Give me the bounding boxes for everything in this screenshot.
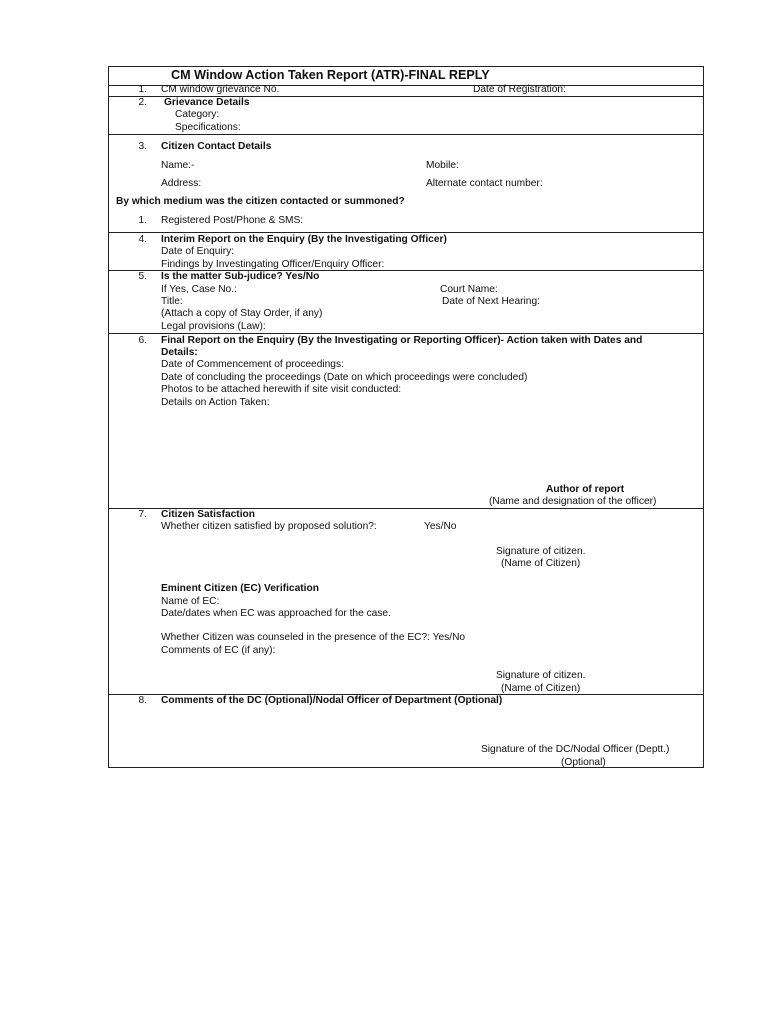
- divider: [109, 232, 703, 233]
- action-details-label: Details on Action Taken:: [161, 397, 270, 408]
- citizen-signature-label-2: Signature of citizen.: [496, 670, 586, 681]
- section-5-number: 5.: [138, 271, 147, 282]
- citizen-name-signature-sub: (Name of Citizen): [501, 558, 581, 569]
- registered-post-label: Registered Post/Phone & SMS:: [161, 215, 304, 226]
- grievance-details-heading: Grievance Details: [164, 97, 250, 108]
- citizen-name-signature-sub-2: (Name of Citizen): [501, 683, 581, 694]
- ec-verification-heading: Eminent Citizen (EC) Verification: [161, 583, 319, 594]
- section-6-number: 6.: [138, 335, 147, 346]
- stay-order-note: (Attach a copy of Stay Order, if any): [161, 308, 323, 319]
- photos-label: Photos to be attached herewith if site visit conducted:: [161, 384, 402, 395]
- atr-form: [108, 66, 704, 768]
- citizen-contact-heading: Citizen Contact Details: [161, 141, 272, 152]
- author-designation-label: (Name and designation of the officer): [489, 496, 657, 507]
- ec-dates-label: Date/dates when EC was approached for the case.: [161, 608, 391, 619]
- form-title: CM Window Action Taken Report (ATR)-FINAL REPLY: [171, 68, 490, 82]
- section-4-number: 4.: [138, 234, 147, 245]
- registration-date-label: Date of Registration:: [473, 84, 566, 95]
- section-1-number: 1.: [138, 84, 147, 95]
- ec-name-label: Name of EC:: [161, 596, 220, 607]
- concluding-date-label: Date of concluding the proceedings (Date on which proceedings were concluded): [161, 372, 528, 383]
- author-of-report-label: Author of report: [546, 484, 625, 495]
- section-2-number: 2.: [138, 97, 147, 108]
- dc-signature-label: Signature of the DC/Nodal Officer (Deptt.): [481, 744, 670, 755]
- divider: [109, 134, 703, 135]
- satisfaction-yes-no: Yes/No: [424, 521, 457, 532]
- divider: [109, 333, 703, 334]
- findings-label: Findings by Investingating Officer/Enquiry Officer:: [161, 259, 385, 270]
- commencement-date-label: Date of Commencement of proceedings:: [161, 359, 344, 370]
- alternate-contact-label: Alternate contact number:: [426, 178, 543, 189]
- mobile-label: Mobile:: [426, 160, 459, 171]
- satisfaction-question: Whether citizen satisfied by proposed solution?:: [161, 521, 377, 532]
- address-label: Address:: [161, 178, 202, 189]
- citizen-signature-label: Signature of citizen.: [496, 546, 586, 557]
- citizen-name-label: Name:-: [161, 160, 195, 171]
- dc-signature-optional: (Optional): [561, 757, 606, 768]
- section-3-number: 3.: [138, 141, 147, 152]
- date-of-enquiry-label: Date of Enquiry:: [161, 246, 235, 257]
- dc-comments-heading: Comments of the DC (Optional)/Nodal Officer of Department (Optional): [161, 695, 503, 706]
- section-8-number: 8.: [138, 695, 147, 706]
- medium-item-number: 1.: [138, 215, 147, 226]
- grievance-no-label: CM window grievance No.: [161, 84, 280, 95]
- medium-heading: By which medium was the citizen contacted or summoned?: [116, 196, 405, 207]
- case-no-label: If Yes, Case No.:: [161, 284, 237, 295]
- section-7-number: 7.: [138, 509, 147, 520]
- counseled-question: Whether Citizen was counseled in the presence of the EC?: Yes/No: [161, 632, 466, 643]
- category-label: Category:: [175, 109, 220, 120]
- final-report-heading: Final Report on the Enquiry (By the Investigating or Reporting Officer)- Action taken with Dates and: [161, 335, 643, 346]
- final-report-heading-cont: Details:: [161, 347, 198, 358]
- court-name-label: Court Name:: [440, 284, 498, 295]
- specifications-label: Specifications:: [175, 122, 241, 133]
- interim-report-heading: Interim Report on the Enquiry (By the Investigating Officer): [161, 234, 447, 245]
- citizen-satisfaction-heading: Citizen Satisfaction: [161, 509, 255, 520]
- case-title-label: Title:: [161, 296, 183, 307]
- ec-comments-label: Comments of EC (if any):: [161, 645, 276, 656]
- next-hearing-label: Date of Next Hearing:: [442, 296, 540, 307]
- sub-judice-heading: Is the matter Sub-judice? Yes/No: [161, 271, 320, 282]
- legal-provisions-label: Legal provisions (Law):: [161, 321, 266, 332]
